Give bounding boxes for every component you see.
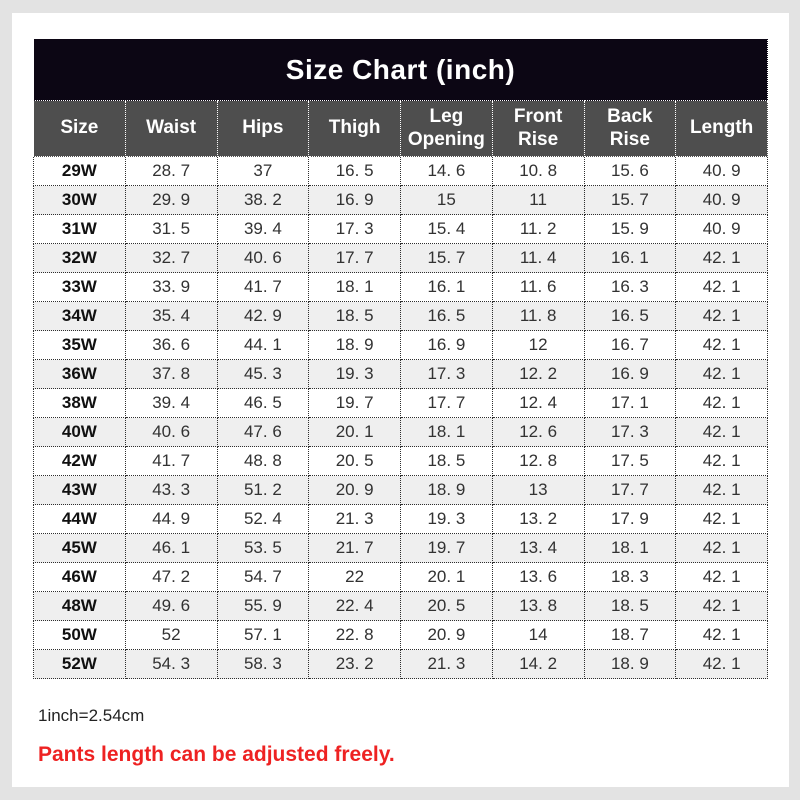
- value-cell: 15. 7: [401, 244, 493, 273]
- size-cell: 30W: [34, 186, 126, 215]
- size-cell: 40W: [34, 418, 126, 447]
- size-cell: 34W: [34, 302, 126, 331]
- value-cell: 17. 7: [401, 389, 493, 418]
- value-cell: 14. 6: [401, 157, 493, 186]
- size-chart-card: [12, 13, 789, 787]
- value-cell: 42. 1: [676, 418, 768, 447]
- value-cell: 53. 5: [217, 534, 309, 563]
- value-cell: 42. 1: [676, 476, 768, 505]
- table-row: [34, 418, 768, 447]
- value-cell: 17. 9: [584, 505, 676, 534]
- value-cell: 17. 1: [584, 389, 676, 418]
- size-cell: 50W: [34, 621, 126, 650]
- value-cell: 41. 7: [217, 273, 309, 302]
- size-cell: 44W: [34, 505, 126, 534]
- value-cell: 19. 3: [309, 360, 401, 389]
- value-cell: 12. 8: [492, 447, 584, 476]
- value-cell: 22. 4: [309, 592, 401, 621]
- value-cell: 18. 1: [584, 534, 676, 563]
- value-cell: 48. 8: [217, 447, 309, 476]
- column-header: Waist: [125, 101, 217, 157]
- value-cell: 17. 5: [584, 447, 676, 476]
- column-header: Thigh: [309, 101, 401, 157]
- value-cell: 16. 5: [401, 302, 493, 331]
- value-cell: 13. 6: [492, 563, 584, 592]
- value-cell: 16. 5: [309, 157, 401, 186]
- size-cell: 46W: [34, 563, 126, 592]
- size-cell: 35W: [34, 331, 126, 360]
- value-cell: 16. 1: [584, 244, 676, 273]
- column-header: Hips: [217, 101, 309, 157]
- value-cell: 42. 1: [676, 621, 768, 650]
- value-cell: 18. 9: [401, 476, 493, 505]
- value-cell: 37: [217, 157, 309, 186]
- value-cell: 42. 1: [676, 273, 768, 302]
- value-cell: 38. 2: [217, 186, 309, 215]
- chart-title: Size Chart (inch): [34, 39, 768, 101]
- value-cell: 42. 1: [676, 592, 768, 621]
- value-cell: 42. 1: [676, 302, 768, 331]
- value-cell: 40. 6: [217, 244, 309, 273]
- value-cell: 47. 2: [125, 563, 217, 592]
- value-cell: 36. 6: [125, 331, 217, 360]
- value-cell: 44. 9: [125, 505, 217, 534]
- table-row: [34, 273, 768, 302]
- value-cell: 58. 3: [217, 650, 309, 679]
- value-cell: 18. 9: [584, 650, 676, 679]
- column-header: Back Rise: [584, 101, 676, 157]
- table-row: [34, 563, 768, 592]
- value-cell: 18. 3: [584, 563, 676, 592]
- value-cell: 42. 1: [676, 534, 768, 563]
- value-cell: 13: [492, 476, 584, 505]
- value-cell: 16. 7: [584, 331, 676, 360]
- value-cell: 16. 9: [584, 360, 676, 389]
- table-row: [34, 389, 768, 418]
- value-cell: 40. 9: [676, 215, 768, 244]
- size-cell: 36W: [34, 360, 126, 389]
- value-cell: 12: [492, 331, 584, 360]
- table-row: [34, 302, 768, 331]
- value-cell: 42. 1: [676, 331, 768, 360]
- value-cell: 28. 7: [125, 157, 217, 186]
- value-cell: 40. 9: [676, 157, 768, 186]
- value-cell: 16. 9: [309, 186, 401, 215]
- value-cell: 43. 3: [125, 476, 217, 505]
- value-cell: 42. 1: [676, 650, 768, 679]
- value-cell: 19. 3: [401, 505, 493, 534]
- table-row: [34, 592, 768, 621]
- value-cell: 20. 1: [309, 418, 401, 447]
- table-row: [34, 186, 768, 215]
- value-cell: 52. 4: [217, 505, 309, 534]
- value-cell: 11. 2: [492, 215, 584, 244]
- value-cell: 14: [492, 621, 584, 650]
- table-row: [34, 476, 768, 505]
- value-cell: 15. 6: [584, 157, 676, 186]
- value-cell: 57. 1: [217, 621, 309, 650]
- value-cell: 37. 8: [125, 360, 217, 389]
- size-cell: 43W: [34, 476, 126, 505]
- pants-length-note: Pants length can be adjusted freely.: [38, 743, 395, 766]
- value-cell: 23. 2: [309, 650, 401, 679]
- value-cell: 39. 4: [125, 389, 217, 418]
- size-cell: 29W: [34, 157, 126, 186]
- size-cell: 38W: [34, 389, 126, 418]
- value-cell: 13. 8: [492, 592, 584, 621]
- size-chart-table: [33, 38, 768, 679]
- table-row: [34, 505, 768, 534]
- value-cell: 52: [125, 621, 217, 650]
- value-cell: 54. 3: [125, 650, 217, 679]
- table-row: [34, 360, 768, 389]
- value-cell: 47. 6: [217, 418, 309, 447]
- value-cell: 51. 2: [217, 476, 309, 505]
- table-body: [34, 157, 768, 679]
- value-cell: 20. 1: [401, 563, 493, 592]
- value-cell: 42. 1: [676, 563, 768, 592]
- value-cell: 13. 4: [492, 534, 584, 563]
- value-cell: 33. 9: [125, 273, 217, 302]
- size-cell: 48W: [34, 592, 126, 621]
- value-cell: 49. 6: [125, 592, 217, 621]
- value-cell: 18. 5: [401, 447, 493, 476]
- value-cell: 31. 5: [125, 215, 217, 244]
- column-header: Size: [34, 101, 126, 157]
- value-cell: 18. 1: [309, 273, 401, 302]
- value-cell: 16. 5: [584, 302, 676, 331]
- value-cell: 15. 4: [401, 215, 493, 244]
- value-cell: 42. 1: [676, 360, 768, 389]
- value-cell: 29. 9: [125, 186, 217, 215]
- value-cell: 54. 7: [217, 563, 309, 592]
- table-row: [34, 244, 768, 273]
- value-cell: 32. 7: [125, 244, 217, 273]
- value-cell: 18. 5: [309, 302, 401, 331]
- size-cell: 32W: [34, 244, 126, 273]
- value-cell: 15. 7: [584, 186, 676, 215]
- value-cell: 17. 3: [309, 215, 401, 244]
- value-cell: 17. 3: [401, 360, 493, 389]
- table-row: [34, 331, 768, 360]
- column-header: Leg Opening: [401, 101, 493, 157]
- table-row: [34, 447, 768, 476]
- value-cell: 21. 3: [401, 650, 493, 679]
- title-row: [34, 39, 768, 101]
- value-cell: 42. 1: [676, 244, 768, 273]
- value-cell: 18. 7: [584, 621, 676, 650]
- table-header-row: [34, 101, 768, 157]
- value-cell: 20. 9: [309, 476, 401, 505]
- size-cell: 45W: [34, 534, 126, 563]
- size-cell: 33W: [34, 273, 126, 302]
- value-cell: 46. 1: [125, 534, 217, 563]
- value-cell: 19. 7: [401, 534, 493, 563]
- value-cell: 45. 3: [217, 360, 309, 389]
- table-row: [34, 534, 768, 563]
- value-cell: 18. 5: [584, 592, 676, 621]
- table-row: [34, 157, 768, 186]
- value-cell: 40. 9: [676, 186, 768, 215]
- value-cell: 17. 3: [584, 418, 676, 447]
- value-cell: 20. 9: [401, 621, 493, 650]
- value-cell: 11. 6: [492, 273, 584, 302]
- value-cell: 15. 9: [584, 215, 676, 244]
- value-cell: 17. 7: [584, 476, 676, 505]
- value-cell: 18. 1: [401, 418, 493, 447]
- value-cell: 40. 6: [125, 418, 217, 447]
- value-cell: 35. 4: [125, 302, 217, 331]
- value-cell: 17. 7: [309, 244, 401, 273]
- value-cell: 12. 2: [492, 360, 584, 389]
- size-cell: 42W: [34, 447, 126, 476]
- value-cell: 12. 6: [492, 418, 584, 447]
- value-cell: 11. 4: [492, 244, 584, 273]
- value-cell: 44. 1: [217, 331, 309, 360]
- value-cell: 15: [401, 186, 493, 215]
- table-row: [34, 215, 768, 244]
- value-cell: 46. 5: [217, 389, 309, 418]
- value-cell: 21. 7: [309, 534, 401, 563]
- size-cell: 52W: [34, 650, 126, 679]
- value-cell: 14. 2: [492, 650, 584, 679]
- value-cell: 42. 1: [676, 447, 768, 476]
- unit-conversion-note: 1inch=2.54cm: [38, 706, 145, 725]
- value-cell: 55. 9: [217, 592, 309, 621]
- value-cell: 39. 4: [217, 215, 309, 244]
- value-cell: 11: [492, 186, 584, 215]
- value-cell: 22: [309, 563, 401, 592]
- value-cell: 22. 8: [309, 621, 401, 650]
- value-cell: 42. 1: [676, 505, 768, 534]
- value-cell: 41. 7: [125, 447, 217, 476]
- value-cell: 21. 3: [309, 505, 401, 534]
- value-cell: 11. 8: [492, 302, 584, 331]
- value-cell: 10. 8: [492, 157, 584, 186]
- value-cell: 42. 1: [676, 389, 768, 418]
- value-cell: 16. 9: [401, 331, 493, 360]
- table-row: [34, 621, 768, 650]
- column-header: Length: [676, 101, 768, 157]
- value-cell: 19. 7: [309, 389, 401, 418]
- value-cell: 20. 5: [401, 592, 493, 621]
- size-cell: 31W: [34, 215, 126, 244]
- column-header: Front Rise: [492, 101, 584, 157]
- value-cell: 42. 9: [217, 302, 309, 331]
- value-cell: 18. 9: [309, 331, 401, 360]
- value-cell: 16. 3: [584, 273, 676, 302]
- value-cell: 13. 2: [492, 505, 584, 534]
- table-row: [34, 650, 768, 679]
- value-cell: 20. 5: [309, 447, 401, 476]
- value-cell: 16. 1: [401, 273, 493, 302]
- value-cell: 12. 4: [492, 389, 584, 418]
